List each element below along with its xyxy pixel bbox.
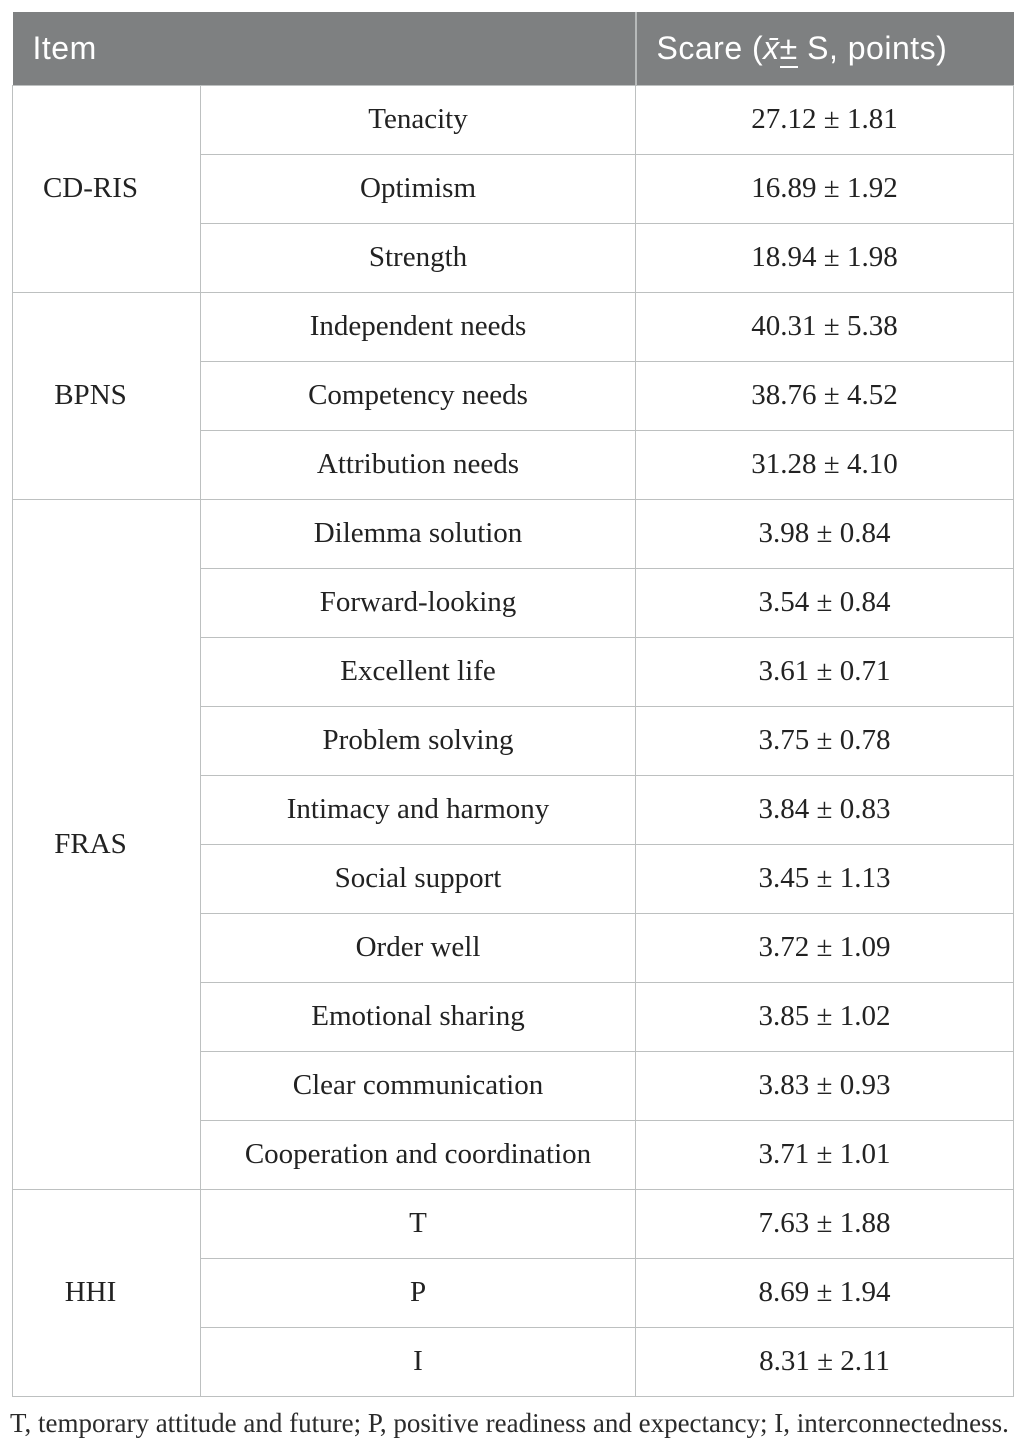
score-cell: 3.54 ± 0.84 <box>636 568 1014 637</box>
table-header <box>13 12 1014 85</box>
score-cell: 40.31 ± 5.38 <box>636 292 1014 361</box>
item-cell: Social support <box>201 844 636 913</box>
xbar-symbol: x̄ <box>763 29 780 66</box>
item-cell: P <box>201 1258 636 1327</box>
score-cell: 3.75 ± 0.78 <box>636 706 1014 775</box>
group-cell: FRAS <box>13 499 201 1189</box>
item-cell: Problem solving <box>201 706 636 775</box>
table-row <box>13 292 1014 361</box>
column-header-item: Item <box>13 12 636 85</box>
table-row <box>13 1189 1014 1258</box>
score-cell: 18.94 ± 1.98 <box>636 223 1014 292</box>
score-cell: 38.76 ± 4.52 <box>636 361 1014 430</box>
footnote: T, temporary attitude and future; P, positive readiness and expectancy; I, interconnectedness. <box>10 1408 1009 1438</box>
item-cell: Competency needs <box>201 361 636 430</box>
plus-minus-symbol: ± <box>779 29 798 66</box>
item-cell: Optimism <box>201 154 636 223</box>
item-cell: Order well <box>201 913 636 982</box>
score-cell: 27.12 ± 1.81 <box>636 85 1014 154</box>
score-cell: 3.61 ± 0.71 <box>636 637 1014 706</box>
item-cell: Excellent life <box>201 637 636 706</box>
item-cell: Cooperation and coordination <box>201 1120 636 1189</box>
score-cell: 16.89 ± 1.92 <box>636 154 1014 223</box>
score-cell: 3.71 ± 1.01 <box>636 1120 1014 1189</box>
header-row <box>13 12 1014 85</box>
item-cell: Forward-looking <box>201 568 636 637</box>
group-cell: HHI <box>13 1189 201 1396</box>
score-cell: 3.84 ± 0.83 <box>636 775 1014 844</box>
group-cell: BPNS <box>13 292 201 499</box>
item-cell: I <box>201 1327 636 1396</box>
item-cell: Intimacy and harmony <box>201 775 636 844</box>
table-body <box>13 85 1014 1396</box>
score-cell: 3.98 ± 0.84 <box>636 499 1014 568</box>
column-header-score <box>636 12 1014 85</box>
item-cell: T <box>201 1189 636 1258</box>
item-cell: Emotional sharing <box>201 982 636 1051</box>
score-cell: 3.85 ± 1.02 <box>636 982 1014 1051</box>
item-cell: Dilemma solution <box>201 499 636 568</box>
item-cell: Clear communication <box>201 1051 636 1120</box>
score-cell: 7.63 ± 1.88 <box>636 1189 1014 1258</box>
score-cell: 8.31 ± 2.11 <box>636 1327 1014 1396</box>
item-cell: Attribution needs <box>201 430 636 499</box>
score-header-prefix: Scare ( <box>656 29 764 66</box>
score-cell: 31.28 ± 4.10 <box>636 430 1014 499</box>
item-cell: Strength <box>201 223 636 292</box>
score-cell: 8.69 ± 1.94 <box>636 1258 1014 1327</box>
table-row <box>13 85 1014 154</box>
score-table <box>12 12 1014 1397</box>
score-cell: 3.45 ± 1.13 <box>636 844 1014 913</box>
score-cell: 3.72 ± 1.09 <box>636 913 1014 982</box>
score-header-suffix: S, points) <box>797 29 948 66</box>
table-row <box>13 499 1014 568</box>
group-cell: CD-RIS <box>13 85 201 292</box>
item-cell: Tenacity <box>201 85 636 154</box>
item-cell: Independent needs <box>201 292 636 361</box>
score-cell: 3.83 ± 0.93 <box>636 1051 1014 1120</box>
